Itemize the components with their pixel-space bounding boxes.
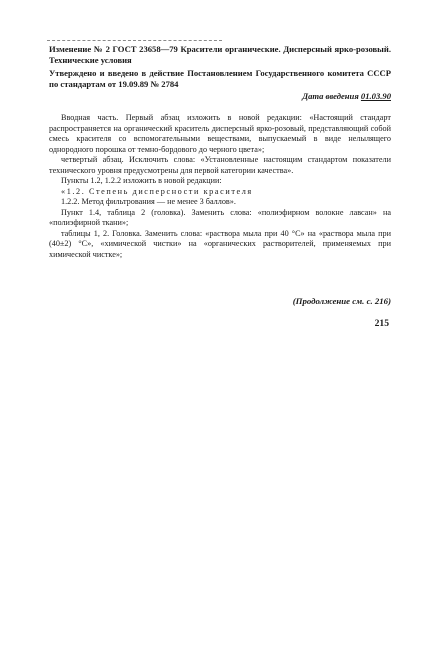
paragraph-items-12: Пункты 1.2, 1.2.2 изложить в новой редакции: [61,176,222,185]
paragraph-item-14: Пункт 1.4, таблица 2 (головка). Заменить слова: «полиэфирном волокне лавсан» на «полиэфирной ткани»; [49,207,391,227]
amendment-title: Изменение № 2 ГОСТ 23658—79 Красители органические. Дисперсный ярко-розовый. Технические условия [49,44,391,65]
paragraph-intro-first: Вводная часть. Первый абзац изложить в новой редакции: «Настоящий стандарт распространяется на органический краситель дисперсный ярко-розовый, представляющий собой смесь красителя со вспомогательными веществами, выпускаемый в виде нелылящего однородного порошка от темно-бордового до черного цвета»; [49,113,391,154]
approval-statement: Утверждено и введено в действие Постановлением Государственного комитета СССР по стандартам от 19.09.89 № 2784 [49,68,391,89]
paragraph-item-12-title: «1.2. Степень дисперсности красителя [61,186,253,196]
page-number: 215 [374,318,389,329]
effective-date-value: 01.03.90 [360,91,391,101]
continuation-note: (Продолжение см. с. 216) [292,296,391,306]
effective-date [302,91,391,102]
paragraph-intro-fourth: четвертый абзац. Исключить слова: «Установленные настоящим стандартом показатели технического уровня предусмотрены для первой категории качества». [49,155,391,175]
effective-date-label: Дата введения [302,91,359,101]
paragraph-item-122: 1.2.2. Метод фильтрования — не менее 3 баллов». [61,197,236,206]
paragraph-tables-12: таблицы 1, 2. Головка. Заменить слова: «раствора мыла при 40 °С» на «раствора мыла при (40±2) °С», «химической чистки» на «органических растворителей, применяемых при химической чистке»; [49,228,391,259]
header-rule [47,40,222,41]
amendment-body [49,113,391,260]
